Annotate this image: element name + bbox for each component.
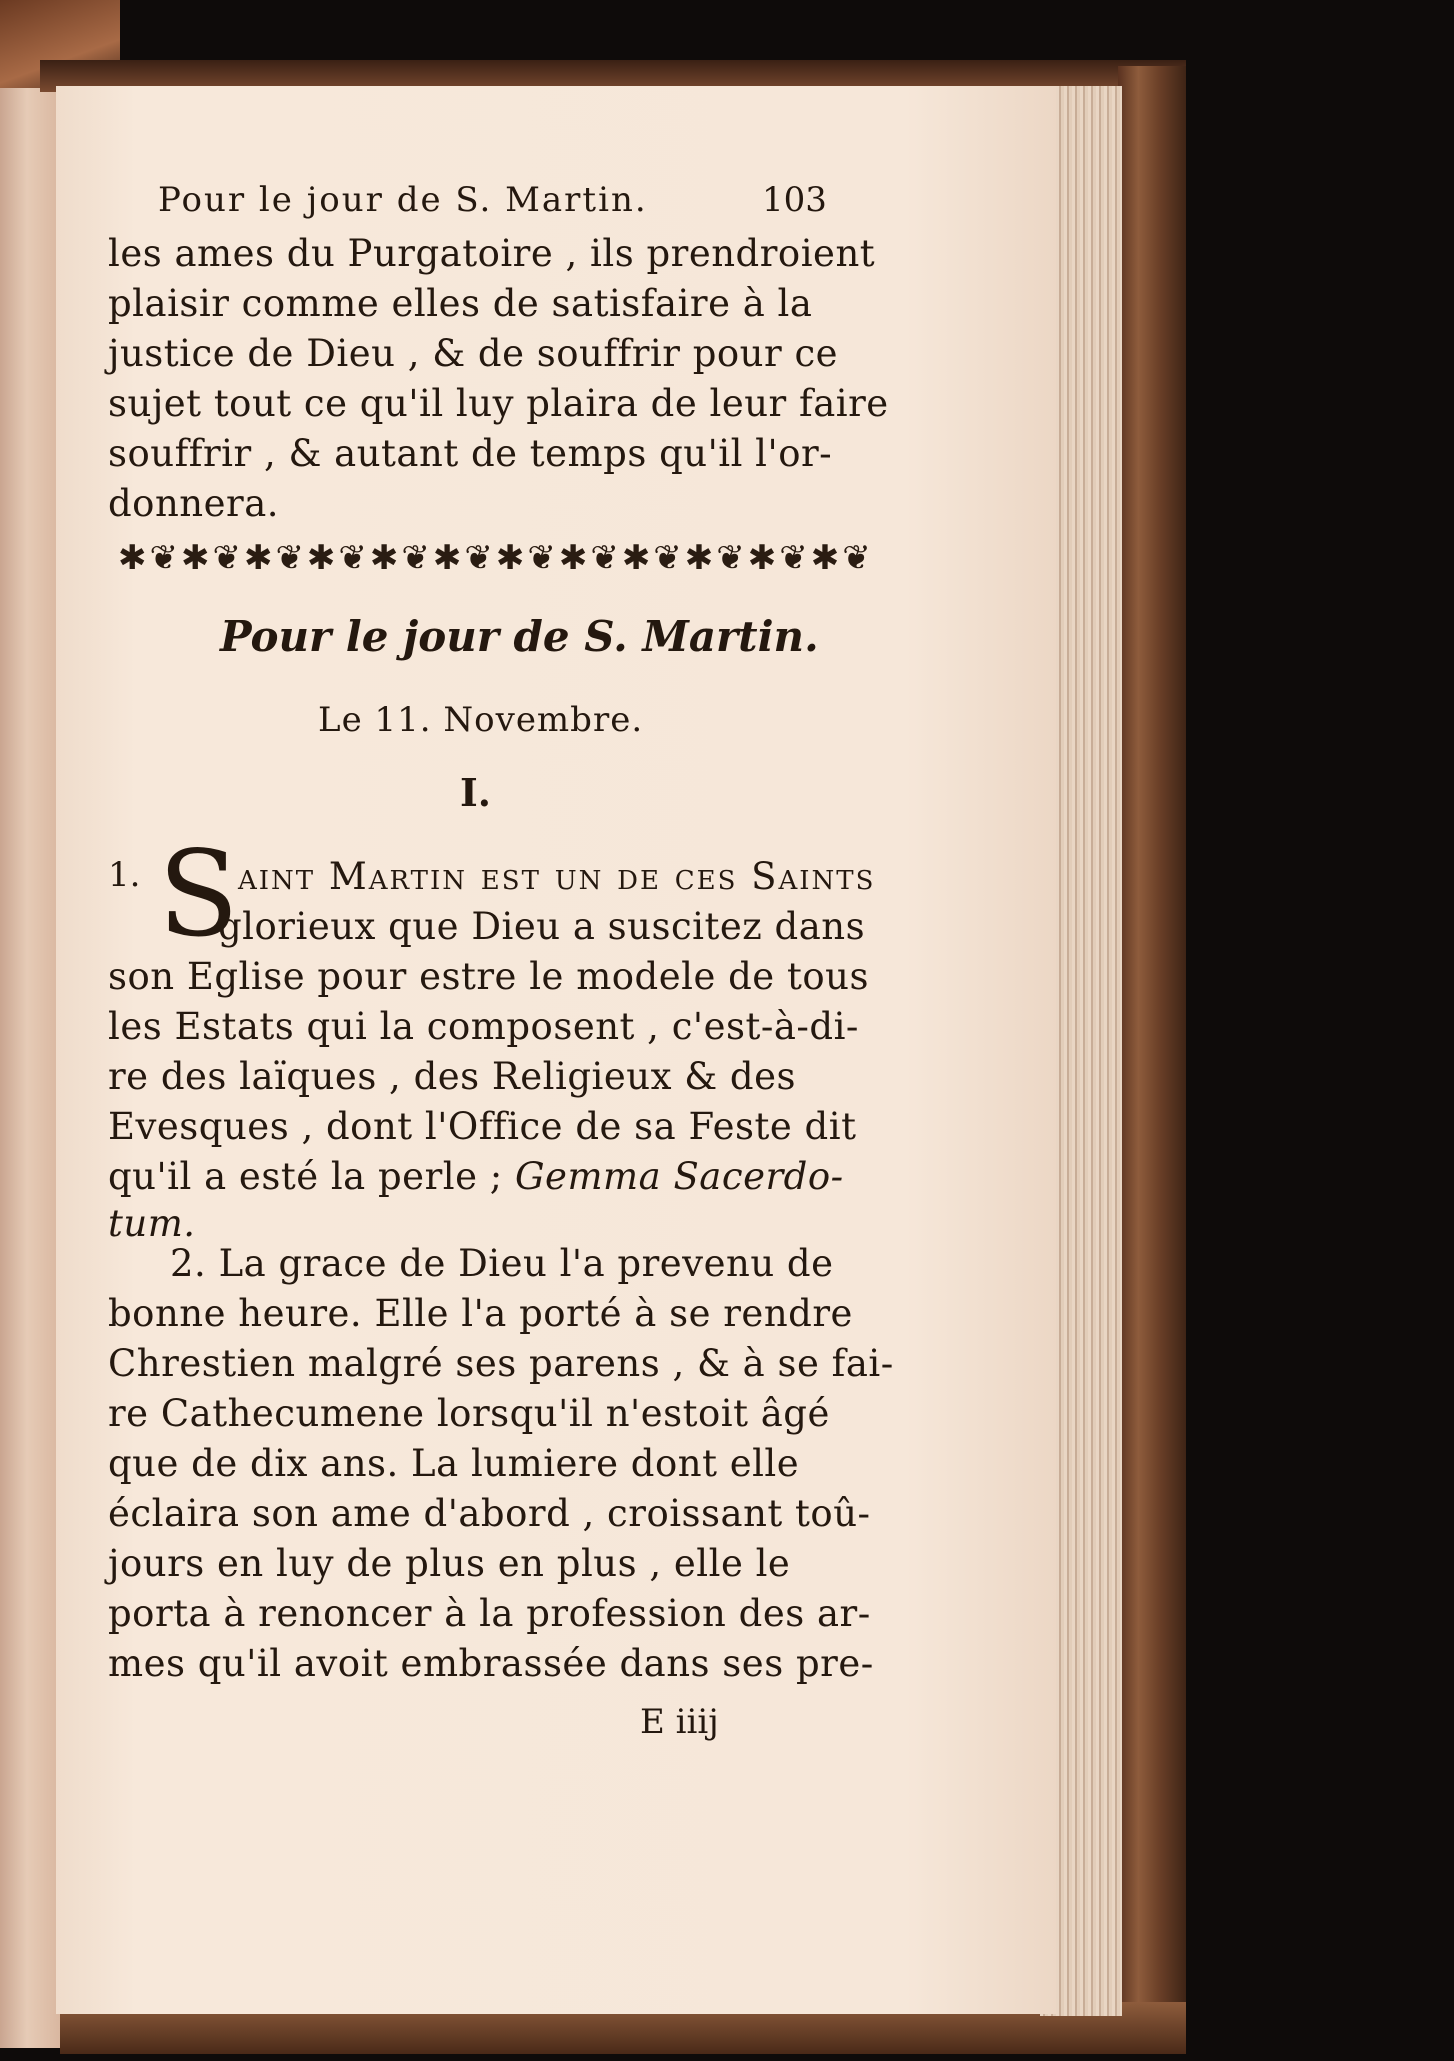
section-title: Pour le jour de S. Martin.: [220, 612, 819, 661]
signature-mark: E iiij: [640, 1702, 719, 1742]
body-line: donnera.: [108, 482, 280, 525]
body-line: bonne heure. Elle l'a porté à se rendre: [108, 1292, 853, 1335]
ornament-band: ✱❦✱❦✱❦✱❦✱❦✱❦✱❦✱❦✱❦✱❦✱❦✱❦: [118, 538, 874, 578]
body-line: sujet tout ce qu'il luy plaira de leur faire: [108, 382, 889, 425]
body-line: aint Martin est un de ces Saints: [238, 855, 876, 898]
body-text: qu'il a esté la perle ;: [108, 1155, 503, 1198]
body-line: re des laïques , des Religieux & des: [108, 1055, 796, 1098]
body-line: jours en luy de plus en plus , elle le: [108, 1542, 791, 1585]
body-line: mes qu'il avoit embrassée dans ses pre-: [108, 1642, 874, 1685]
body-line: que de dix ans. La lumiere dont elle: [108, 1442, 800, 1485]
body-line: les Estats qui la composent , c'est-à-di-: [108, 1005, 859, 1048]
folio-number: 103: [762, 180, 827, 220]
body-line: justice de Dieu , & de souffrir pour ce: [108, 332, 839, 375]
latin-phrase: Gemma Sacerdo-: [515, 1155, 844, 1198]
body-line: souffrir , & autant de temps qu'il l'or-: [108, 432, 833, 475]
body-line: [108, 1155, 844, 1198]
body-line: re Cathecumene lorsqu'il n'estoit âgé: [108, 1392, 830, 1435]
body-line: 2. La grace de Dieu l'a prevenu de: [170, 1242, 834, 1285]
section-roman: I.: [460, 770, 492, 815]
body-line: tum.: [108, 1202, 196, 1245]
body-line: Chrestien malgré ses parens , & à se fai-: [108, 1342, 894, 1385]
cover-right: [1118, 66, 1186, 2054]
body-line: Evesques , dont l'Office de sa Feste dit: [108, 1105, 857, 1148]
body-line: plaisir comme elles de satisfaire à la: [108, 282, 813, 325]
paragraph-number: 1.: [108, 855, 141, 895]
body-line: son Eglise pour estre le modele de tous: [108, 955, 869, 998]
book-page: [56, 86, 1056, 2014]
left-page-edge: [0, 88, 60, 2048]
drop-cap: S: [158, 825, 239, 963]
section-date: Le 11. Novembre.: [318, 700, 644, 740]
body-line: glorieux que Dieu a suscitez dans: [218, 905, 866, 948]
body-line: les ames du Purgatoire , ils prendroient: [108, 232, 876, 275]
body-line: éclaira son ame d'abord , croissant toû-: [108, 1492, 871, 1535]
body-line: porta à renoncer à la profession des ar-: [108, 1592, 871, 1635]
running-head: Pour le jour de S. Martin.: [158, 180, 648, 220]
